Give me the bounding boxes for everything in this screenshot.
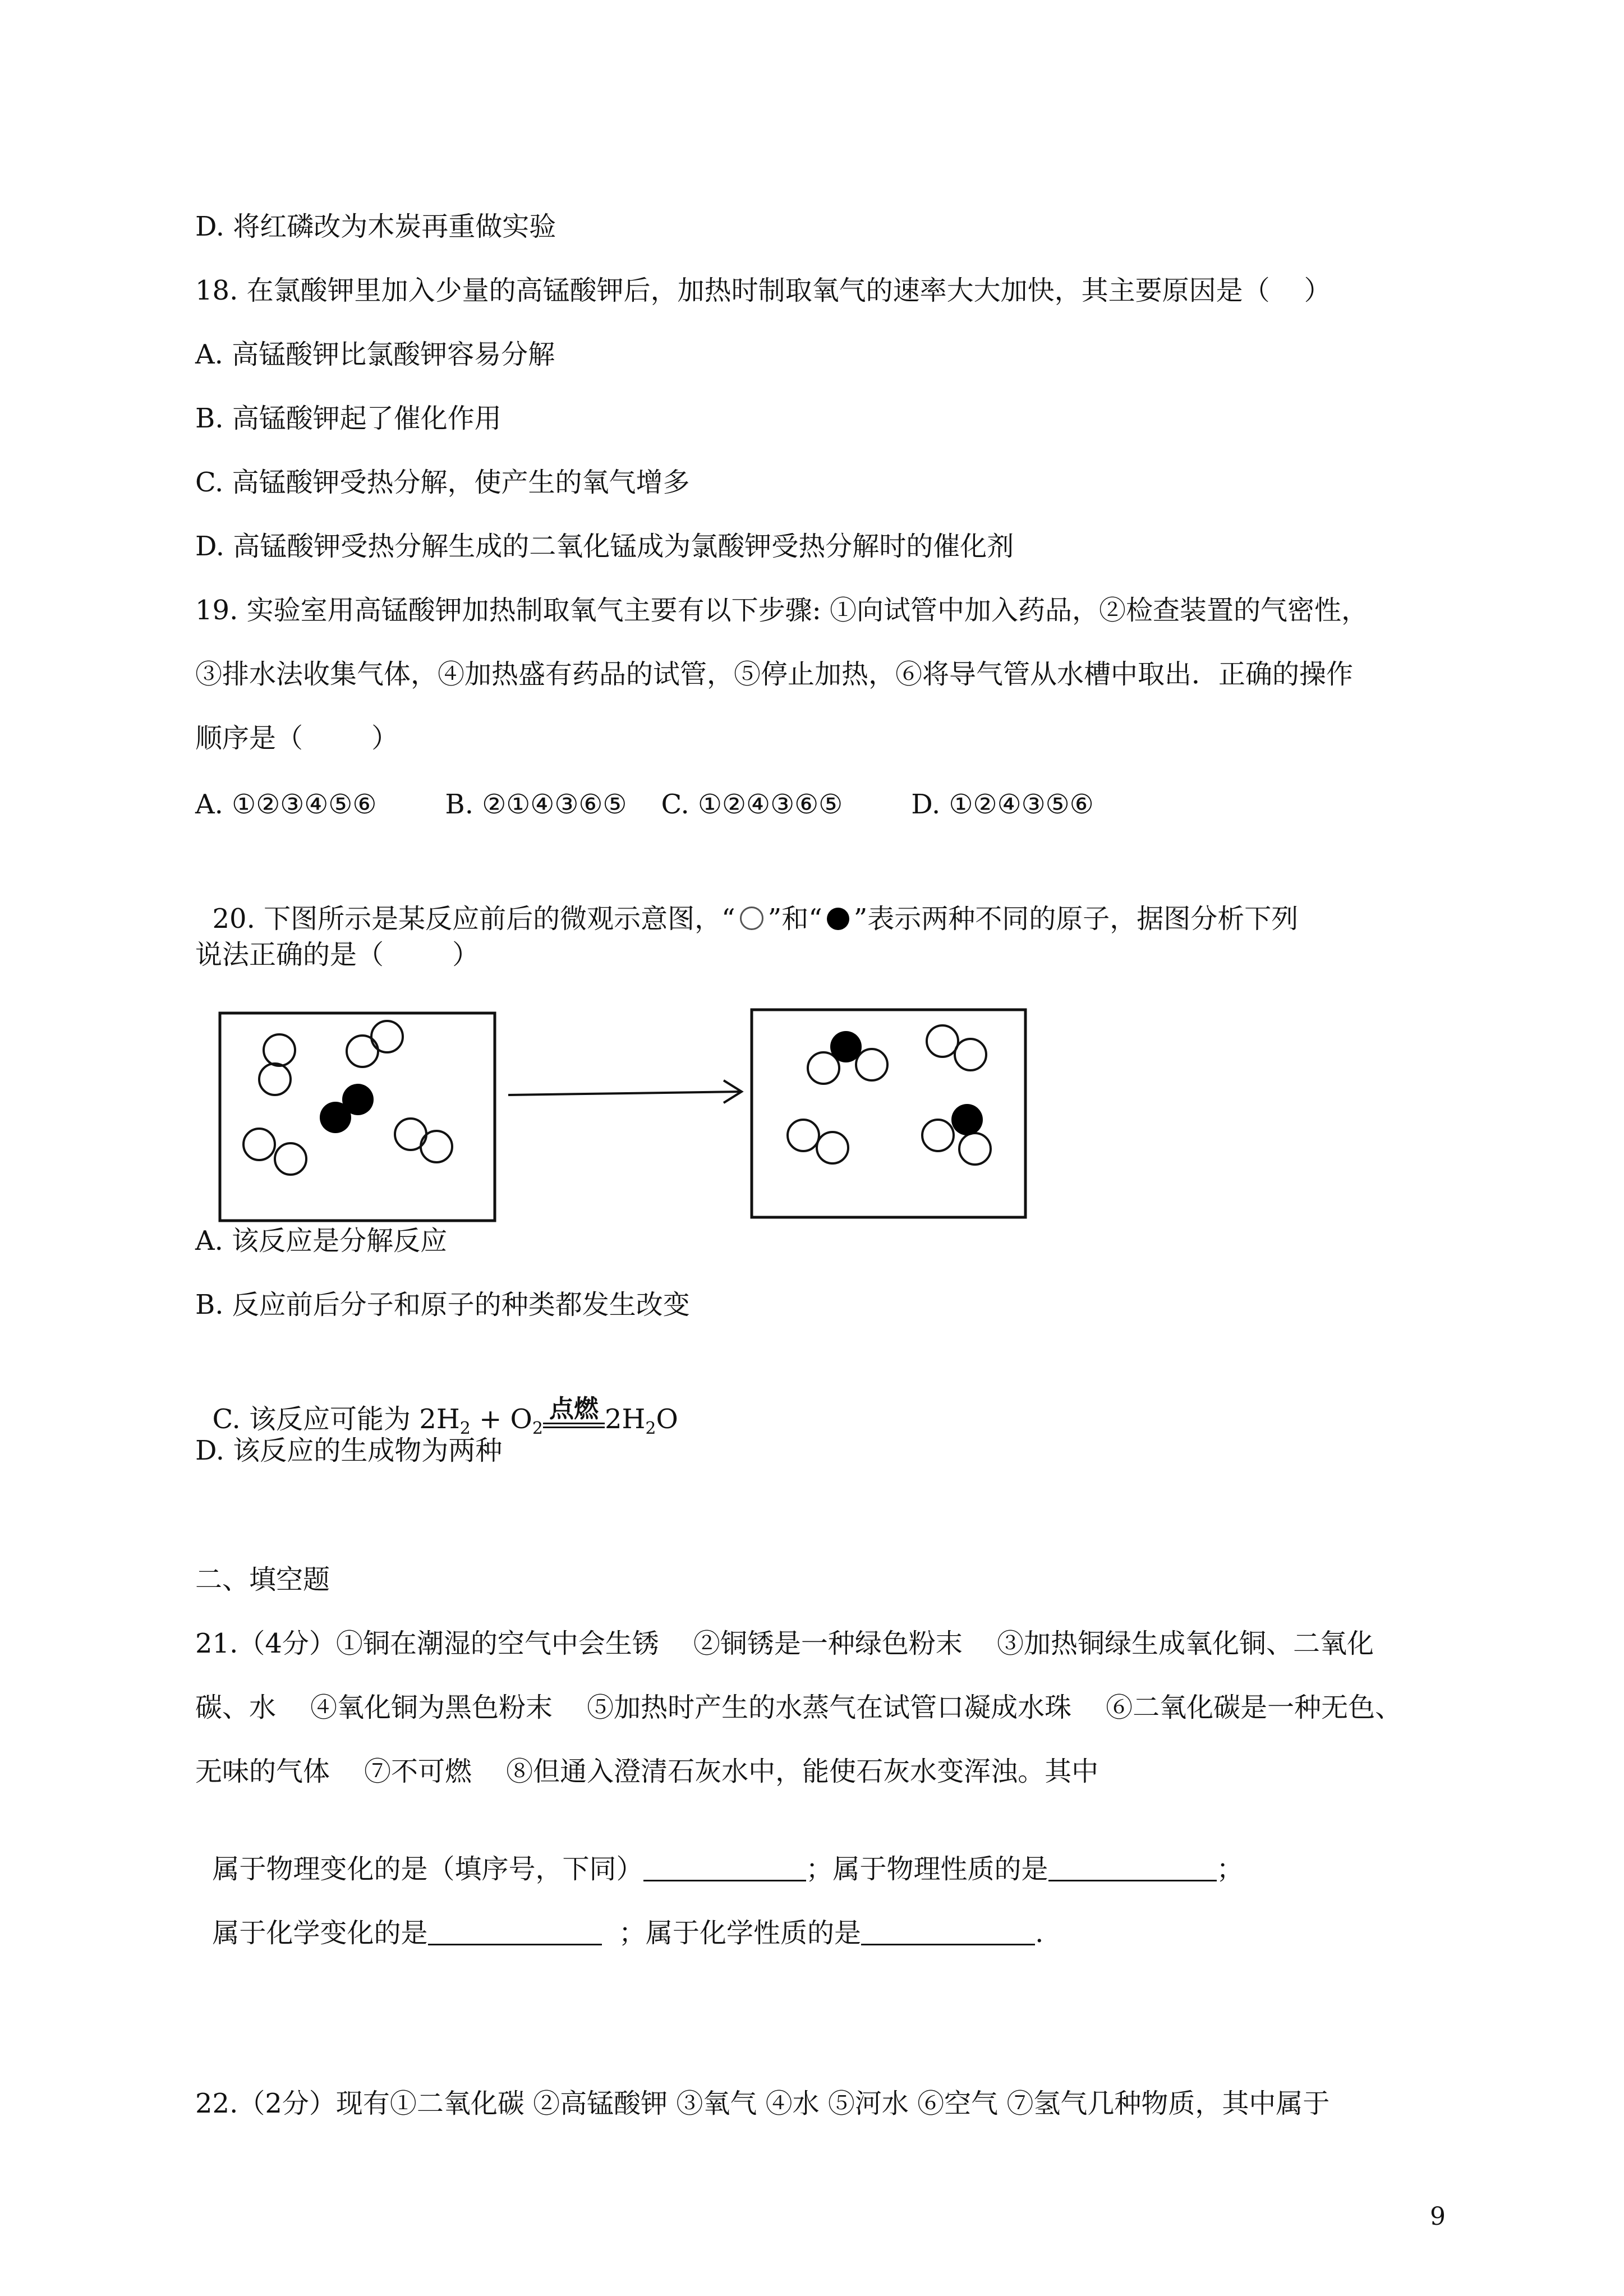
fill-line-1 [195,1819,1244,1886]
question-21-line1: 21.（4分）①铜在潮湿的空气中会生锈 ②铜锈是一种绿色粉末 ③加热铜绿生成氧化铜、二氧化 [195,1628,1374,1659]
after-filled-atoms [830,1031,983,1135]
double-bar [543,1423,605,1428]
question-18: 18. 在氯酸钾里加入少量的高锰酸钾后，加热时制取氧气的速率大大加快，其主要原因是（ ） [195,275,1331,306]
atom [817,1132,848,1163]
reaction-condition [543,1395,605,1428]
filled-atom [342,1084,374,1115]
atom [275,1143,306,1175]
answer-blank-physical-change[interactable] [643,1853,806,1881]
atom [264,1034,295,1066]
condition-label: 点燃 [549,1395,599,1423]
fill-prompt-physical-property: ；属于物理性质的是 [806,1853,1048,1885]
page-number: 9 [1430,2202,1446,2231]
after-molecules [788,1025,991,1165]
o2-subscript: 2 [532,1419,543,1438]
q20-mid: ”和“ [767,903,822,935]
fill-prompt-chemical-property: ；属于化学性质的是 [601,1917,862,1949]
filled-atom [951,1104,983,1135]
question-19-line1: 19. 实验室用高锰酸钾加热制取氧气主要有以下步骤: ①向试管中加入药品，②检查装置的气密性， [195,595,1369,626]
question-19-line2: ③排水法收集气体，④加热盛有药品的试管，⑤停止加热，⑥将导气管从水槽中取出．正确的操作 [195,659,1354,690]
atom [927,1025,958,1057]
q20-prefix: 20. 下图所示是某反应前后的微观示意图，“ [212,903,735,935]
answer-blank-physical-property[interactable] [1048,1853,1217,1881]
question-20-line2: 说法正确的是（ ） [195,939,480,970]
question-21-line2: 碳、水 ④氧化铜为黑色粉末 ⑤加热时产生的水蒸气在试管口凝成水珠 ⑥二氧化碳是一种无色、 [195,1692,1402,1723]
option-d-17: D. 将红磷改为木炭再重做实验 [195,211,556,242]
section-heading: 二、填空题 [195,1564,330,1595]
option-b-20: B. 反应前后分子和原子的种类都发生改变 [195,1289,690,1320]
product-post: O [656,1404,678,1435]
atom [371,1021,403,1052]
option-a-20: A. 该反应是分解反应 [195,1225,448,1257]
atom [259,1064,291,1095]
option-b-18: B. 高锰酸钾起了催化作用 [195,403,502,434]
product-subscript: 2 [645,1419,656,1438]
optc-plus: + O [470,1404,532,1435]
fill-prompt-chemical-change: 属于化学变化的是 [212,1917,428,1949]
options-19: A. ①②③④⑤⑥ B. ②①④③⑥⑤ C. ①②④③⑥⑤ D. ①②④③⑤⑥ [195,789,1094,820]
answer-blank-chemical-property[interactable] [861,1917,1035,1945]
answer-blank-chemical-change[interactable] [428,1917,602,1945]
atom [856,1049,887,1080]
question-19-line3: 顺序是（ ） [195,723,399,754]
after-box [752,1010,1025,1217]
atom [421,1131,452,1162]
atom [922,1120,954,1151]
filled-atom [830,1031,862,1062]
q20-suffix: ”表示两种不同的原子，据图分析下列 [853,903,1299,935]
atom [788,1120,819,1151]
fill-line-2 [195,1883,1043,1950]
fill-sep: ； [1216,1853,1244,1885]
before-box [220,1013,495,1221]
atom [243,1129,275,1160]
atom [955,1039,986,1070]
product-pre: 2H [605,1404,646,1435]
h2-subscript: 2 [459,1419,471,1438]
atom [959,1133,991,1165]
arrow-shaft [508,1092,742,1095]
question-22: 22.（2分）现有①二氧化碳 ②高锰酸钾 ③氧气 ④水 ⑤河水 ⑥空气 ⑦氢气几种物质，其中属于 [195,2088,1330,2119]
option-d-18: D. 高锰酸钾受热分解生成的二氧化锰成为氯酸钾受热分解时的催化剂 [195,531,1014,562]
before-filled-molecule [320,1084,374,1133]
fill-prompt-physical-change: 属于物理变化的是（填序号，下同） [212,1853,643,1885]
fill-end: . [1035,1917,1044,1949]
atom [347,1036,378,1067]
option-c-18: C. 高锰酸钾受热分解，使产生的氧气增多 [195,467,690,498]
reaction-arrow [508,1080,742,1103]
optc-prefix: C. 该反应可能为 2H [212,1404,460,1435]
question-21-line3: 无味的气体 ⑦不可燃 ⑧但通入澄清石灰水中，能使石灰水变浑浊。其中 [195,1756,1099,1787]
option-d-20: D. 该反应的生成物为两种 [195,1435,503,1466]
option-a-18: A. 高锰酸钾比氯酸钾容易分解 [195,339,555,370]
